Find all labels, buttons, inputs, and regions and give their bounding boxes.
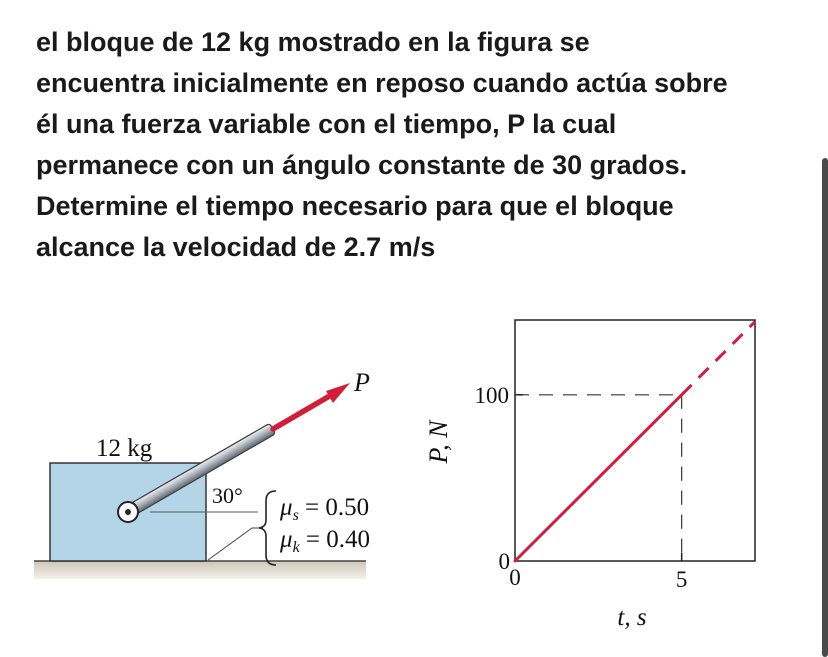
y-tick-label-0: 0 xyxy=(498,549,510,574)
x-tick-label-5: 5 xyxy=(675,567,688,592)
mu-k-label xyxy=(279,526,370,556)
force-arrow xyxy=(273,394,333,429)
x-tick-label-0: 0 xyxy=(509,565,521,590)
y-tick-label-100: 100 xyxy=(474,382,509,408)
x-axis-label: t, s xyxy=(617,604,647,631)
block-diagram xyxy=(34,368,370,579)
ground xyxy=(34,561,366,579)
problem-line: el bloque de 12 kg mostrado en la figura se xyxy=(36,27,590,57)
angle-label: 30° xyxy=(212,483,243,508)
mu-s-label xyxy=(279,494,369,524)
y-axis-label: P, N xyxy=(424,420,453,464)
mu-s-symbol: μ xyxy=(280,494,293,521)
mu-s-value: = 0.50 xyxy=(298,494,370,521)
mu-k-symbol: μ xyxy=(280,526,293,553)
mass-label: 12 kg xyxy=(96,435,153,462)
force-arrowhead xyxy=(326,383,350,403)
series-line-dashed xyxy=(682,322,755,395)
mu-k-sub: k xyxy=(292,539,300,556)
friction-brace xyxy=(259,491,276,565)
friction-leader xyxy=(208,528,263,560)
force-label: P xyxy=(354,368,370,397)
mu-s-sub: s xyxy=(292,507,299,524)
problem-line: alcance la velocidad de 2.7 m/s xyxy=(36,232,436,262)
problem-line: encuentra inicialmente en reposo cuando actúa sobre xyxy=(36,68,728,98)
problem-line: él una fuerza variable con el tiempo, P la cual xyxy=(36,109,617,139)
problem-line: permanece con un ángulo constante de 30 grados. xyxy=(36,150,688,180)
series-line-solid xyxy=(515,395,682,561)
mu-k-value: = 0.40 xyxy=(299,526,371,553)
chart xyxy=(424,320,755,631)
pin-center xyxy=(125,509,131,515)
problem-line: Determine el tiempo necesario para que el bloque xyxy=(36,191,674,221)
